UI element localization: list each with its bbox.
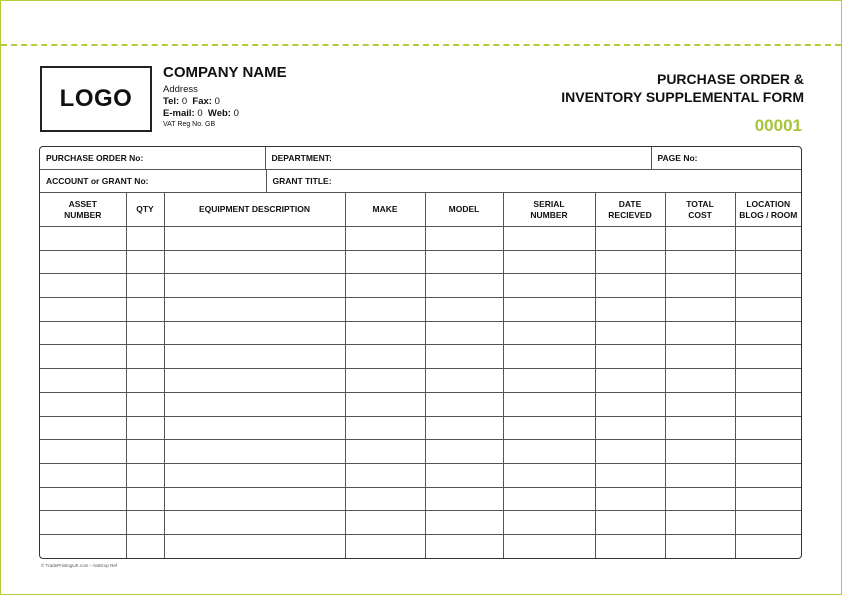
column-header bbox=[503, 193, 595, 227]
table-cell[interactable] bbox=[735, 511, 801, 535]
table-cell[interactable] bbox=[40, 534, 126, 557]
department-label: DEPARTMENT: bbox=[271, 153, 332, 163]
column-header-line1: MAKE bbox=[372, 204, 398, 214]
table-cell[interactable] bbox=[40, 298, 126, 322]
table-cell[interactable] bbox=[425, 511, 503, 535]
table-cell[interactable] bbox=[503, 369, 595, 393]
purchase-order-label: PURCHASE ORDER No: bbox=[46, 153, 144, 163]
table-cell[interactable] bbox=[735, 227, 801, 251]
form-title-line2: INVENTORY SUPPLEMENTAL FORM bbox=[561, 89, 804, 105]
table-cell[interactable] bbox=[40, 369, 126, 393]
table-cell[interactable] bbox=[665, 534, 735, 557]
table-cell[interactable] bbox=[164, 440, 345, 464]
logo-text: LOGO bbox=[59, 85, 133, 112]
table-cell[interactable] bbox=[665, 274, 735, 298]
table-cell[interactable] bbox=[595, 298, 665, 322]
column-header-line1: DATE bbox=[618, 198, 642, 209]
column-header bbox=[595, 193, 665, 227]
table-cell[interactable] bbox=[40, 227, 126, 251]
table-cell[interactable] bbox=[735, 369, 801, 393]
table-cell[interactable] bbox=[503, 463, 595, 487]
copyright-text: © TradePrintingUK.com – NoDrop Ref bbox=[41, 563, 118, 568]
column-header-line1: ASSET bbox=[68, 198, 97, 209]
column-header-line2: BLOG / ROOM bbox=[739, 209, 798, 220]
table-row bbox=[40, 463, 801, 487]
table-row bbox=[40, 227, 801, 251]
table-cell[interactable] bbox=[665, 416, 735, 440]
table-cell[interactable] bbox=[164, 250, 345, 274]
table-cell[interactable] bbox=[126, 392, 164, 416]
table-cell[interactable] bbox=[503, 534, 595, 557]
column-header-line2: RECIEVED bbox=[608, 209, 652, 220]
column-header bbox=[665, 193, 735, 227]
table-cell[interactable] bbox=[503, 440, 595, 464]
table-cell[interactable] bbox=[126, 416, 164, 440]
column-header-line2: COST bbox=[688, 209, 712, 220]
table-cell[interactable] bbox=[126, 321, 164, 345]
table-cell[interactable] bbox=[665, 227, 735, 251]
tel-label: Tel: bbox=[163, 96, 180, 107]
table-cell[interactable] bbox=[425, 534, 503, 557]
page-number-label: PAGE No: bbox=[657, 153, 698, 163]
table-cell[interactable] bbox=[595, 511, 665, 535]
table-cell[interactable] bbox=[345, 345, 425, 369]
table-cell[interactable] bbox=[40, 250, 126, 274]
table-cell[interactable] bbox=[595, 487, 665, 511]
table-cell[interactable] bbox=[665, 345, 735, 369]
table-cell[interactable] bbox=[126, 487, 164, 511]
table-row bbox=[40, 345, 801, 369]
table-cell[interactable] bbox=[425, 250, 503, 274]
table-cell[interactable] bbox=[503, 487, 595, 511]
table-cell[interactable] bbox=[665, 321, 735, 345]
table-cell[interactable] bbox=[665, 298, 735, 322]
table-cell[interactable] bbox=[345, 298, 425, 322]
inventory-table bbox=[40, 193, 801, 558]
page-number-field[interactable] bbox=[651, 147, 801, 170]
table-cell[interactable] bbox=[345, 392, 425, 416]
table-cell[interactable] bbox=[503, 274, 595, 298]
table-row bbox=[40, 392, 801, 416]
table-cell[interactable] bbox=[126, 511, 164, 535]
grant-title-field[interactable] bbox=[266, 170, 801, 193]
table-cell[interactable] bbox=[164, 298, 345, 322]
table-cell[interactable] bbox=[595, 321, 665, 345]
column-header-line1: MODEL bbox=[448, 204, 480, 214]
table-cell[interactable] bbox=[164, 369, 345, 393]
column-header-line1: TOTAL bbox=[686, 198, 714, 209]
form-title bbox=[561, 70, 804, 106]
table-cell[interactable] bbox=[164, 392, 345, 416]
table-cell[interactable] bbox=[126, 534, 164, 557]
table-row bbox=[40, 298, 801, 322]
table-row bbox=[40, 534, 801, 557]
table-cell[interactable] bbox=[735, 392, 801, 416]
table-cell[interactable] bbox=[40, 511, 126, 535]
table-cell[interactable] bbox=[735, 298, 801, 322]
info-fields bbox=[40, 147, 801, 170]
table-cell[interactable] bbox=[345, 250, 425, 274]
table-cell[interactable] bbox=[126, 227, 164, 251]
fax-value: 0 bbox=[214, 96, 220, 107]
table-cell[interactable] bbox=[126, 440, 164, 464]
table-cell[interactable] bbox=[40, 463, 126, 487]
table-cell[interactable] bbox=[345, 416, 425, 440]
table-cell[interactable] bbox=[425, 227, 503, 251]
table-cell[interactable] bbox=[735, 440, 801, 464]
table-cell[interactable] bbox=[345, 440, 425, 464]
table-cell[interactable] bbox=[164, 534, 345, 557]
table-cell[interactable] bbox=[735, 250, 801, 274]
column-header-line1: LOCATION bbox=[746, 198, 791, 209]
form-body bbox=[39, 146, 802, 559]
table-cell[interactable] bbox=[40, 416, 126, 440]
table-cell[interactable] bbox=[503, 345, 595, 369]
table-cell[interactable] bbox=[735, 534, 801, 557]
table-cell[interactable] bbox=[345, 274, 425, 298]
table-cell[interactable] bbox=[595, 534, 665, 557]
table-cell[interactable] bbox=[345, 369, 425, 393]
table-cell[interactable] bbox=[425, 345, 503, 369]
table-cell[interactable] bbox=[425, 298, 503, 322]
table-row bbox=[40, 274, 801, 298]
table-cell[interactable] bbox=[40, 274, 126, 298]
table-cell[interactable] bbox=[735, 487, 801, 511]
table-cell[interactable] bbox=[40, 345, 126, 369]
table-cell[interactable] bbox=[595, 369, 665, 393]
table-cell[interactable] bbox=[345, 463, 425, 487]
web-label: Web: bbox=[207, 108, 231, 119]
table-cell[interactable] bbox=[164, 345, 345, 369]
email-label: E-mail: bbox=[163, 108, 195, 119]
table-cell[interactable] bbox=[40, 392, 126, 416]
table-cell[interactable] bbox=[735, 345, 801, 369]
email-value: 0 bbox=[197, 108, 203, 119]
table-cell[interactable] bbox=[164, 227, 345, 251]
table-row bbox=[40, 321, 801, 345]
table-cell[interactable] bbox=[503, 321, 595, 345]
table-row bbox=[40, 250, 801, 274]
table-cell[interactable] bbox=[665, 440, 735, 464]
table-cell[interactable] bbox=[126, 369, 164, 393]
table-cell[interactable] bbox=[425, 487, 503, 511]
table-row bbox=[40, 440, 801, 464]
table-cell[interactable] bbox=[345, 227, 425, 251]
table-cell[interactable] bbox=[425, 392, 503, 416]
table-row bbox=[40, 416, 801, 440]
table-cell[interactable] bbox=[425, 440, 503, 464]
table-cell[interactable] bbox=[595, 463, 665, 487]
table-cell[interactable] bbox=[503, 392, 595, 416]
company-name: COMPANY NAME bbox=[163, 64, 287, 81]
table-cell[interactable] bbox=[595, 392, 665, 416]
table-cell[interactable] bbox=[503, 250, 595, 274]
column-header bbox=[40, 193, 126, 227]
table-cell[interactable] bbox=[425, 416, 503, 440]
column-header bbox=[164, 193, 345, 227]
table-cell[interactable] bbox=[665, 463, 735, 487]
table-cell[interactable] bbox=[665, 369, 735, 393]
table-cell[interactable] bbox=[164, 511, 345, 535]
table-cell[interactable] bbox=[503, 416, 595, 440]
table-cell[interactable] bbox=[595, 227, 665, 251]
company-block bbox=[163, 64, 287, 128]
table-cell[interactable] bbox=[40, 487, 126, 511]
table-cell[interactable] bbox=[345, 534, 425, 557]
table-cell[interactable] bbox=[164, 416, 345, 440]
company-email-web bbox=[163, 108, 287, 120]
table-cell[interactable] bbox=[126, 274, 164, 298]
perforation-line bbox=[1, 44, 841, 46]
table-cell[interactable] bbox=[425, 369, 503, 393]
table-cell[interactable] bbox=[595, 440, 665, 464]
column-header-line1: EQUIPMENT DESCRIPTION bbox=[199, 204, 310, 214]
table-row bbox=[40, 487, 801, 511]
column-header bbox=[425, 193, 503, 227]
logo-placeholder bbox=[40, 66, 152, 132]
table-cell[interactable] bbox=[425, 463, 503, 487]
table-cell[interactable] bbox=[665, 392, 735, 416]
table-cell[interactable] bbox=[345, 321, 425, 345]
table-cell[interactable] bbox=[425, 274, 503, 298]
form-number: 00001 bbox=[754, 116, 802, 135]
table-cell[interactable] bbox=[164, 321, 345, 345]
fax-label: Fax: bbox=[192, 96, 212, 107]
form-title-line1: PURCHASE ORDER & bbox=[656, 71, 804, 87]
vat-reg: VAT Reg No. GB bbox=[163, 121, 216, 128]
table-cell[interactable] bbox=[40, 321, 126, 345]
table-cell[interactable] bbox=[126, 298, 164, 322]
table-cell[interactable] bbox=[126, 463, 164, 487]
table-cell[interactable] bbox=[735, 416, 801, 440]
table-cell[interactable] bbox=[735, 321, 801, 345]
column-header-line2: NUMBER bbox=[530, 209, 568, 220]
grant-title-label: GRANT TITLE: bbox=[272, 176, 332, 186]
table-row bbox=[40, 511, 801, 535]
column-header-line2: NUMBER bbox=[64, 209, 102, 220]
table-cell[interactable] bbox=[735, 463, 801, 487]
table-cell[interactable] bbox=[503, 511, 595, 535]
web-value: 0 bbox=[233, 108, 239, 119]
table-cell[interactable] bbox=[665, 511, 735, 535]
table-cell[interactable] bbox=[126, 345, 164, 369]
department-field[interactable] bbox=[265, 147, 651, 170]
tel-value: 0 bbox=[181, 96, 188, 107]
column-header bbox=[735, 193, 801, 227]
table-cell[interactable] bbox=[425, 321, 503, 345]
company-phone-fax bbox=[163, 96, 287, 108]
column-header-line1: QTY bbox=[136, 204, 154, 214]
column-header bbox=[126, 193, 164, 227]
company-address: Address bbox=[163, 84, 198, 95]
info-fields-row2 bbox=[40, 170, 801, 193]
table-cell[interactable] bbox=[665, 250, 735, 274]
table-cell[interactable] bbox=[503, 227, 595, 251]
table-cell[interactable] bbox=[595, 345, 665, 369]
table-cell[interactable] bbox=[735, 274, 801, 298]
column-header-line1: SERIAL bbox=[533, 198, 565, 209]
table-cell[interactable] bbox=[595, 416, 665, 440]
table-cell[interactable] bbox=[595, 250, 665, 274]
table-cell[interactable] bbox=[665, 487, 735, 511]
table-cell[interactable] bbox=[164, 463, 345, 487]
purchase-order-field[interactable] bbox=[40, 147, 265, 170]
table-cell[interactable] bbox=[164, 487, 345, 511]
table-row bbox=[40, 369, 801, 393]
table-cell[interactable] bbox=[595, 274, 665, 298]
column-header bbox=[345, 193, 425, 227]
account-label: ACCOUNT or GRANT No: bbox=[46, 176, 149, 186]
table-cell[interactable] bbox=[503, 298, 595, 322]
table-cell[interactable] bbox=[126, 250, 164, 274]
table-body bbox=[40, 227, 801, 558]
table-cell[interactable] bbox=[345, 487, 425, 511]
table-cell[interactable] bbox=[164, 274, 345, 298]
table-cell[interactable] bbox=[40, 440, 126, 464]
table-cell[interactable] bbox=[345, 511, 425, 535]
account-field[interactable] bbox=[40, 170, 266, 193]
table-header-row bbox=[40, 193, 801, 227]
